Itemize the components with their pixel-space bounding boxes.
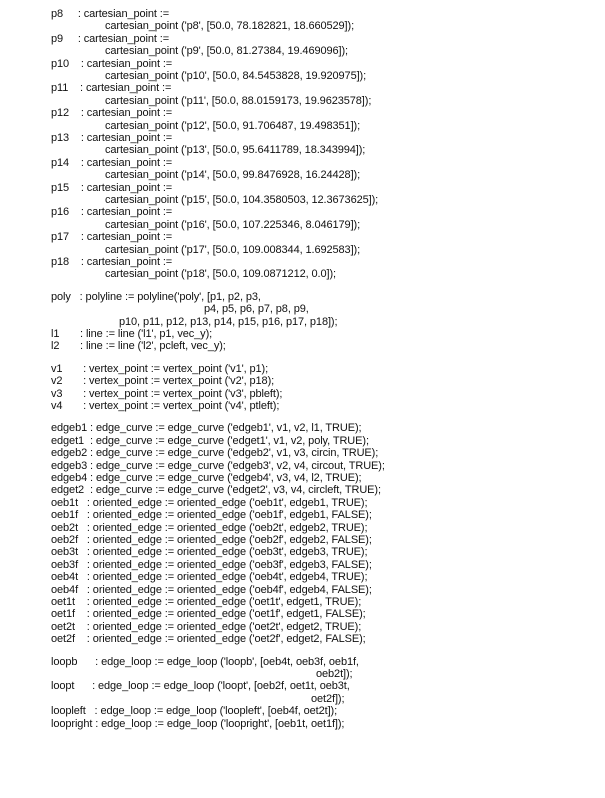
code-line: cartesian_point ('p15', [50.0, 104.3580503, 12.3673625]); bbox=[105, 194, 379, 206]
code-line: v2 : vertex_point := vertex_point ('v2', p18); bbox=[51, 375, 275, 387]
code-line: loopleft : edge_loop := edge_loop ('loopleft', [oeb4f, oet2t]); bbox=[51, 705, 338, 717]
code-line: loopt : edge_loop := edge_loop ('loopt', [oeb2f, oet1t, oeb3t, bbox=[51, 680, 350, 692]
code-line: cartesian_point ('p11', [50.0, 88.0159173, 19.9623578]); bbox=[105, 95, 372, 107]
code-line: p12 : cartesian_point := bbox=[51, 107, 173, 119]
code-line: cartesian_point ('p8', [50.0, 78.182821, 18.660529]); bbox=[105, 20, 355, 32]
code-line: p15 : cartesian_point := bbox=[51, 182, 173, 194]
code-line: cartesian_point ('p17', [50.0, 109.008344, 1.692583]); bbox=[105, 244, 361, 256]
code-line: oeb2f : oriented_edge := oriented_edge ('oeb2f', edgeb2, FALSE); bbox=[51, 534, 372, 546]
code-line: v3 : vertex_point := vertex_point ('v3', pbleft); bbox=[51, 388, 283, 400]
code-line: oet1t : oriented_edge := oriented_edge ('oet1t', edget1, TRUE); bbox=[51, 596, 362, 608]
code-line: p18 : cartesian_point := bbox=[51, 256, 173, 268]
code-line: cartesian_point ('p9', [50.0, 81.27384, 19.469096]); bbox=[105, 45, 349, 57]
code-line: v4 : vertex_point := vertex_point ('v4', ptleft); bbox=[51, 400, 280, 412]
code-line: p11 : cartesian_point := bbox=[51, 82, 172, 94]
code-line: oet2t : oriented_edge := oriented_edge ('oet2t', edget2, TRUE); bbox=[51, 621, 362, 633]
code-line: l2 : line := line ('l2', pcleft, vec_y); bbox=[51, 340, 226, 352]
code-line: p4, p5, p6, p7, p8, p9, bbox=[204, 303, 309, 315]
code-line: edget1 : edge_curve := edge_curve ('edget1', v1, v2, poly, TRUE); bbox=[51, 435, 369, 447]
code-line: oeb2t : oriented_edge := oriented_edge ('oeb2t', edgeb2, TRUE); bbox=[51, 522, 368, 534]
code-line: oeb1f : oriented_edge := oriented_edge ('oeb1f', edgeb1, FALSE); bbox=[51, 509, 372, 521]
code-line: edgeb2 : edge_curve := edge_curve ('edgeb2', v1, v3, circin, TRUE); bbox=[51, 447, 379, 459]
code-line: oeb3f : oriented_edge := oriented_edge ('oeb3f', edgeb3, FALSE); bbox=[51, 559, 372, 571]
code-line: p17 : cartesian_point := bbox=[51, 231, 173, 243]
code-line: p8 : cartesian_point := bbox=[51, 8, 170, 20]
code-line: cartesian_point ('p16', [50.0, 107.225346, 8.046179]); bbox=[105, 219, 361, 231]
code-line: cartesian_point ('p14', [50.0, 99.8476928, 16.24428]); bbox=[105, 169, 361, 181]
code-line: v1 : vertex_point := vertex_point ('v1', p1); bbox=[51, 363, 269, 375]
code-line: edgeb1 : edge_curve := edge_curve ('edgeb1', v1, v2, l1, TRUE); bbox=[51, 422, 362, 434]
code-line: p14 : cartesian_point := bbox=[51, 157, 173, 169]
code-line: p13 : cartesian_point := bbox=[51, 132, 173, 144]
code-line: p9 : cartesian_point := bbox=[51, 33, 170, 45]
code-line: oet2f : oriented_edge := oriented_edge ('oet2f', edget2, FALSE); bbox=[51, 633, 366, 645]
code-line: oet1f : oriented_edge := oriented_edge ('oet1f', edget1, FALSE); bbox=[51, 608, 366, 620]
code-line: loopright : edge_loop := edge_loop ('loopright', [oeb1t, oet1f]); bbox=[51, 718, 345, 730]
code-line: oet2f]); bbox=[311, 693, 345, 705]
code-line: cartesian_point ('p13', [50.0, 95.6411789, 18.343994]); bbox=[105, 144, 366, 156]
code-line: oeb2t]); bbox=[316, 668, 353, 680]
code-line: cartesian_point ('p18', [50.0, 109.0871212, 0.0]); bbox=[105, 268, 336, 280]
code-line: p10, p11, p12, p13, p14, p15, p16, p17, p18]); bbox=[119, 316, 338, 328]
code-line: edget2 : edge_curve := edge_curve ('edget2', v3, v4, circleft, TRUE); bbox=[51, 484, 381, 496]
code-line: cartesian_point ('p12', [50.0, 91.706487, 19.498351]); bbox=[105, 120, 361, 132]
code-line: l1 : line := line ('l1', p1, vec_y); bbox=[51, 328, 213, 340]
code-line: oeb4t : oriented_edge := oriented_edge ('oeb4t', edgeb4, TRUE); bbox=[51, 571, 368, 583]
code-line: edgeb4 : edge_curve := edge_curve ('edgeb4', v3, v4, l2, TRUE); bbox=[51, 472, 362, 484]
code-line: oeb1t : oriented_edge := oriented_edge ('oeb1t', edgeb1, TRUE); bbox=[51, 497, 368, 509]
code-line: cartesian_point ('p10', [50.0, 84.5453828, 19.920975]); bbox=[105, 70, 367, 82]
code-line: poly : polyline := polyline('poly', [p1, p2, p3, bbox=[51, 291, 261, 303]
code-line: p16 : cartesian_point := bbox=[51, 206, 173, 218]
code-line: oeb4f : oriented_edge := oriented_edge ('oeb4f', edgeb4, FALSE); bbox=[51, 584, 372, 596]
code-line: loopb : edge_loop := edge_loop ('loopb', [oeb4t, oeb3f, oeb1f, bbox=[51, 656, 359, 668]
code-line: p10 : cartesian_point := bbox=[51, 58, 173, 70]
code-line: edgeb3 : edge_curve := edge_curve ('edgeb3', v2, v4, circout, TRUE); bbox=[51, 460, 385, 472]
code-line: oeb3t : oriented_edge := oriented_edge ('oeb3t', edgeb3, TRUE); bbox=[51, 546, 368, 558]
